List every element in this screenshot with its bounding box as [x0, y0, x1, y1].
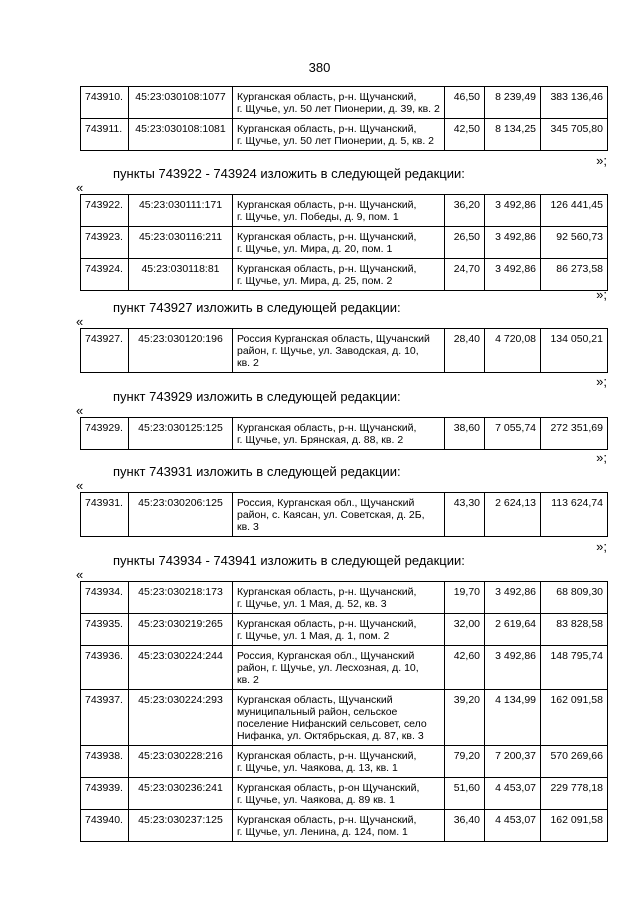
total-value: 113 624,74 [541, 493, 608, 537]
item-number: 743927. [81, 329, 129, 373]
area: 32,00 [445, 614, 485, 646]
unit-price: 4 453,07 [485, 810, 541, 842]
table-row [81, 746, 608, 778]
closing-quote: »; [596, 539, 607, 554]
cadastral-number: 45:23:030224:244 [129, 646, 233, 690]
property-table [80, 417, 608, 450]
property-table [80, 86, 608, 151]
item-number: 743911. [81, 119, 129, 151]
area: 19,70 [445, 582, 485, 614]
section-5 [80, 581, 607, 842]
closing-quote: »; [596, 153, 607, 168]
property-table [80, 328, 608, 373]
address: Курганская область, р-н. Щучанский, г. Щучье, ул. Мира, д. 25, пом. 2 [233, 259, 445, 291]
table-row [81, 227, 608, 259]
property-table [80, 194, 608, 291]
area: 42,50 [445, 119, 485, 151]
item-number: 743924. [81, 259, 129, 291]
total-value: 92 560,73 [541, 227, 608, 259]
cadastral-number: 45:23:030206:125 [129, 493, 233, 537]
item-number: 743940. [81, 810, 129, 842]
address: Курганская область, р-н. Щучанский, г. Щучье, ул. 50 лет Пионерии, д. 39, кв. 2 [233, 87, 445, 119]
item-number: 743938. [81, 746, 129, 778]
total-value: 134 050,21 [541, 329, 608, 373]
address: Курганская область, р-н. Щучанский, г. Щучье, ул. Мира, д. 20, пом. 1 [233, 227, 445, 259]
area: 38,60 [445, 418, 485, 450]
item-number: 743929. [81, 418, 129, 450]
address: Курганская область, р-н. Щучанский, г. Щучье, ул. 1 Мая, д. 1, пом. 2 [233, 614, 445, 646]
total-value: 83 828,58 [541, 614, 608, 646]
address: Россия, Курганская обл., Щучанский район, г. Щучье, ул. Лесхозная, д. 10, кв. 2 [233, 646, 445, 690]
section-4 [80, 492, 607, 537]
closing-quote: »; [596, 374, 607, 389]
table-row [81, 582, 608, 614]
total-value: 148 795,74 [541, 646, 608, 690]
cadastral-number: 45:23:030236:241 [129, 778, 233, 810]
section-heading: пункты 743922 - 743924 изложить в следующей редакции: [113, 166, 465, 181]
item-number: 743939. [81, 778, 129, 810]
unit-price: 7 200,37 [485, 746, 541, 778]
cadastral-number: 45:23:030111:171 [129, 195, 233, 227]
unit-price: 3 492,86 [485, 259, 541, 291]
total-value: 383 136,46 [541, 87, 608, 119]
section-3 [80, 417, 607, 450]
address: Курганская область, р-н. Щучанский, г. Щучье, ул. 1 Мая, д. 52, кв. 3 [233, 582, 445, 614]
unit-price: 2 619,64 [485, 614, 541, 646]
unit-price: 8 239,49 [485, 87, 541, 119]
area: 42,60 [445, 646, 485, 690]
unit-price: 4 720,08 [485, 329, 541, 373]
table-row [81, 329, 608, 373]
cadastral-number: 45:23:030120:196 [129, 329, 233, 373]
table-row [81, 614, 608, 646]
item-number: 743936. [81, 646, 129, 690]
address: Россия, Курганская обл., Щучанский район, с. Каясан, ул. Советская, д. 2Б, кв. 3 [233, 493, 445, 537]
cadastral-number: 45:23:030219:265 [129, 614, 233, 646]
area: 28,40 [445, 329, 485, 373]
section-heading: пункты 743934 - 743941 изложить в следующей редакции: [113, 553, 465, 568]
property-table [80, 492, 608, 537]
section-heading: пункт 743931 изложить в следующей редакции: [113, 464, 401, 479]
table-row [81, 493, 608, 537]
area: 36,20 [445, 195, 485, 227]
address: Курганская область, р-н. Щучанский, г. Щучье, ул. Победы, д. 9, пом. 1 [233, 195, 445, 227]
opening-quote: « [76, 180, 84, 195]
total-value: 272 351,69 [541, 418, 608, 450]
closing-quote: »; [596, 450, 607, 465]
total-value: 86 273,58 [541, 259, 608, 291]
item-number: 743910. [81, 87, 129, 119]
cadastral-number: 45:23:030228:216 [129, 746, 233, 778]
area: 39,20 [445, 690, 485, 746]
table-row [81, 87, 608, 119]
table-row [81, 195, 608, 227]
item-number: 743937. [81, 690, 129, 746]
table-row [81, 778, 608, 810]
unit-price: 8 134,25 [485, 119, 541, 151]
unit-price: 3 492,86 [485, 227, 541, 259]
unit-price: 7 055,74 [485, 418, 541, 450]
property-table [80, 581, 608, 842]
address: Курганская область, р-н. Щучанский, г. Щучье, ул. Брянская, д. 88, кв. 2 [233, 418, 445, 450]
section-1 [80, 194, 607, 291]
cadastral-number: 45:23:030125:125 [129, 418, 233, 450]
cadastral-number: 45:23:030116:211 [129, 227, 233, 259]
total-value: 68 809,30 [541, 582, 608, 614]
area: 46,50 [445, 87, 485, 119]
section-heading: пункт 743927 изложить в следующей редакции: [113, 300, 401, 315]
cadastral-number: 45:23:030237:125 [129, 810, 233, 842]
table-row [81, 259, 608, 291]
table-row [81, 119, 608, 151]
area: 51,60 [445, 778, 485, 810]
cadastral-number: 45:23:030118:81 [129, 259, 233, 291]
item-number: 743931. [81, 493, 129, 537]
unit-price: 3 492,86 [485, 195, 541, 227]
item-number: 743934. [81, 582, 129, 614]
item-number: 743923. [81, 227, 129, 259]
total-value: 345 705,80 [541, 119, 608, 151]
unit-price: 3 492,86 [485, 582, 541, 614]
opening-quote: « [76, 403, 84, 418]
table-row [81, 646, 608, 690]
unit-price: 3 492,86 [485, 646, 541, 690]
total-value: 126 441,45 [541, 195, 608, 227]
area: 26,50 [445, 227, 485, 259]
item-number: 743922. [81, 195, 129, 227]
section-0 [80, 86, 607, 151]
table-row [81, 418, 608, 450]
total-value: 570 269,66 [541, 746, 608, 778]
cadastral-number: 45:23:030108:1081 [129, 119, 233, 151]
address: Курганская область, р-н. Щучанский, г. Щучье, ул. Ленина, д. 124, пом. 1 [233, 810, 445, 842]
area: 43,30 [445, 493, 485, 537]
section-2 [80, 328, 607, 373]
total-value: 162 091,58 [541, 690, 608, 746]
address: Россия Курганская область, Щучанский район, г. Щучье, ул. Заводская, д. 10, кв. 2 [233, 329, 445, 373]
page-number: 380 [308, 60, 331, 75]
unit-price: 4 453,07 [485, 778, 541, 810]
closing-quote: »; [596, 287, 607, 302]
area: 79,20 [445, 746, 485, 778]
table-row [81, 690, 608, 746]
total-value: 229 778,18 [541, 778, 608, 810]
address: Курганская область, Щучанский муниципальный район, сельское поселение Нифанский сельсовет, село Нифанка, ул. Октябрьская, д. 87, кв. 3 [233, 690, 445, 746]
opening-quote: « [76, 478, 84, 493]
cadastral-number: 45:23:030108:1077 [129, 87, 233, 119]
table-row [81, 810, 608, 842]
area: 24,70 [445, 259, 485, 291]
opening-quote: « [76, 314, 84, 329]
section-heading: пункт 743929 изложить в следующей редакции: [113, 389, 401, 404]
cadastral-number: 45:23:030224:293 [129, 690, 233, 746]
opening-quote: « [76, 567, 84, 582]
unit-price: 4 134,99 [485, 690, 541, 746]
cadastral-number: 45:23:030218:173 [129, 582, 233, 614]
address: Курганская область, р-н. Щучанский, г. Щучье, ул. Чаякова, д. 13, кв. 1 [233, 746, 445, 778]
address: Курганская область, р-н. Щучанский, г. Щучье, ул. 50 лет Пионерии, д. 5, кв. 2 [233, 119, 445, 151]
address: Курганская область, р-он Щучанский, г. Щучье, ул. Чаякова, д. 89 кв. 1 [233, 778, 445, 810]
total-value: 162 091,58 [541, 810, 608, 842]
unit-price: 2 624,13 [485, 493, 541, 537]
item-number: 743935. [81, 614, 129, 646]
area: 36,40 [445, 810, 485, 842]
